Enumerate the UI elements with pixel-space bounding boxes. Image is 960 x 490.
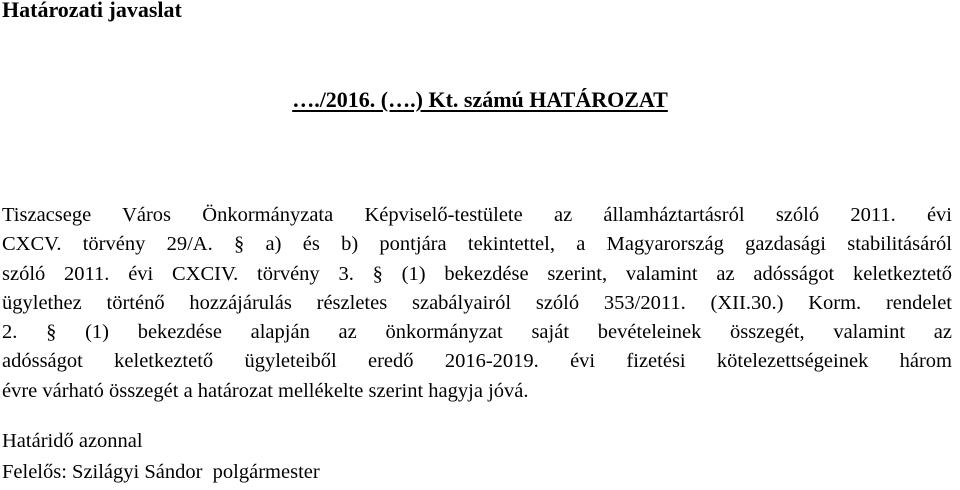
document-title: Határozati javaslat — [2, 0, 182, 22]
body-line: 2. § (1) bekezdése alapján az önkormányzat saját bevételeinek összegét, valamint az — [2, 321, 952, 344]
body-line: évre várható összegét a határozat mellékelte szerint hagyja jóvá. — [2, 379, 529, 402]
resolution-body — [2, 201, 952, 406]
body-line: CXCV. törvény 29/A. § a) és b) pontjára tekintettel, a Magyarország gazdasági stabilitásáról — [2, 233, 952, 256]
body-line: szóló 2011. évi CXCIV. törvény 3. § (1) bekezdése szerint, valamint az adósságot keletkeztető — [2, 262, 952, 285]
body-line: Tiszacsege Város Önkormányzata Képviselő-testülete az államháztartásról szóló 2011. évi — [2, 204, 952, 226]
body-line: ügylethez történő hozzájárulás részletes szabályairól szóló 353/2011. (XII.30.) Korm. rendelet — [2, 291, 952, 314]
responsible-line: Felelős: Szilágyi Sándor polgármester — [2, 461, 320, 483]
deadline-line: Határidő azonnal — [2, 430, 143, 452]
body-line: adósságot keletkeztető ügyleteiből eredő 2016-2019. évi fizetési kötelezettségeinek három — [2, 350, 952, 373]
resolution-heading: …./2016. (….) Kt. számú HATÁROZAT — [292, 87, 668, 112]
